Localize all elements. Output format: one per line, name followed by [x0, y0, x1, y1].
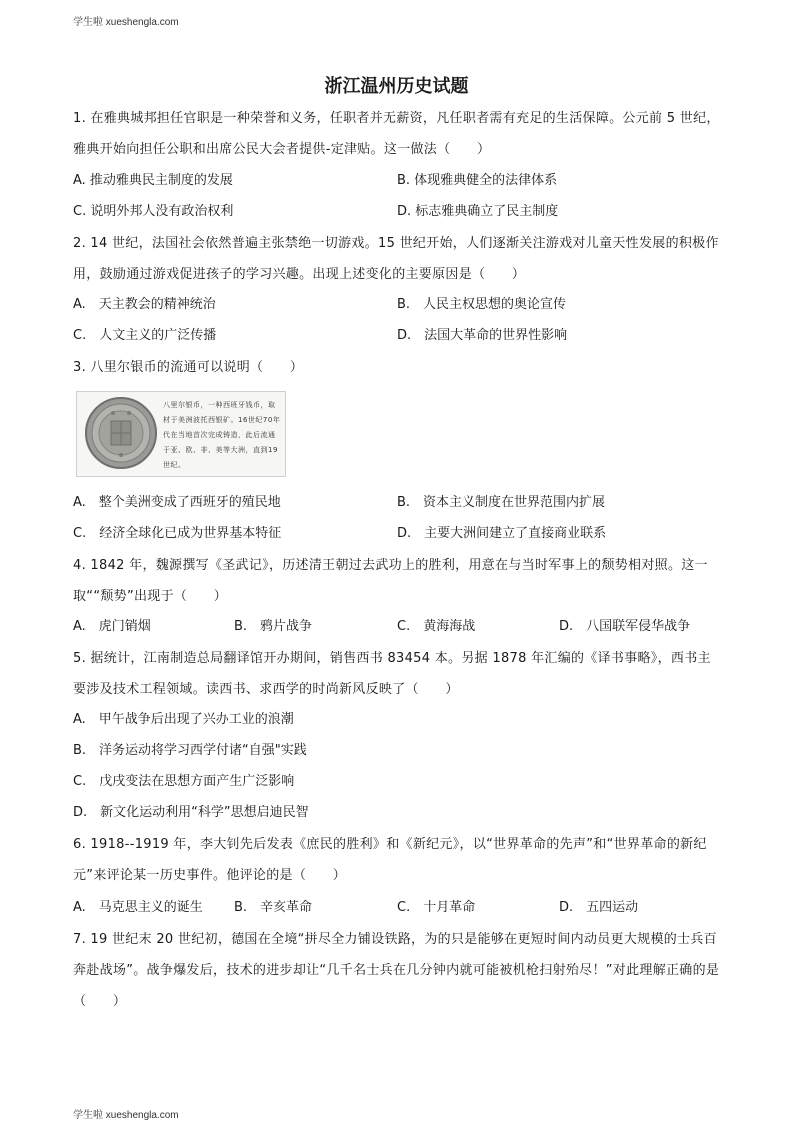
- question-1-option-b: B. 体现雅典健全的法律体系: [397, 173, 558, 188]
- question-6-option-b: B. 辛亥革命: [234, 900, 313, 915]
- page-title: 浙江温州历史试题: [324, 76, 469, 97]
- question-2-option-b: B. 人民主权思想的奥论宣传: [397, 297, 567, 312]
- question-4-stem: 4. 1842 年，魏源撰写《圣武记》，历述清王朝过去武功上的胜利，用意在与当时军事上的颓势相对照。这一取““颓势”出现于（ ）: [73, 558, 708, 604]
- question-4-option-a: A. 虎门销烟: [73, 619, 151, 634]
- question-2-stem: 2. 14 世纪，法国社会依然普遍主张禁绝一切游戏。15 世纪开始，人们逐渐关注游戏对儿童天性发展的积极作用，鼓励通过游戏促进孩子的学习兴趣。出现上述变化的主要原因是（ ）: [73, 236, 719, 282]
- question-2-option-c: C. 人文主义的广泛传播: [73, 328, 217, 343]
- header-site: 学生啦 xueshengla.com: [73, 17, 179, 28]
- coin-figure: [76, 391, 286, 477]
- question-5-option-d: D. 新文化运动利用“科学”思想启迪民智: [73, 805, 309, 820]
- question-5-option-c: C. 戊戌变法在思想方面产生广泛影响: [73, 774, 295, 789]
- question-4-option-c: C. 黄海海战: [397, 619, 476, 634]
- question-3-option-d: D. 主要大洲间建立了直接商业联系: [397, 526, 607, 541]
- question-5-option-b: B. 洋务运动将学习西学付诸“自强"实践: [73, 743, 307, 758]
- coin-caption: 八里尔银币，一种西班牙钱币，取材于美洲波托西银矿。16世纪70年代在当地首次完成铸造，此后流通于亚、欧、非、美等大洲，直到19世纪。: [163, 401, 281, 469]
- question-1-option-a: A. 推动雅典民主制度的发展: [73, 173, 233, 188]
- question-5-stem: 5. 据统计，江南制造总局翻译馆开办期间，销售西书 83454 本。另据 1878 年汇编的《译书事略》，西书主要涉及技术工程领域。读西书、求西学的时尚新风反映了（ ）: [73, 651, 711, 697]
- question-3-option-c: C. 经济全球化已成为世界基本特征: [73, 526, 282, 541]
- question-1-stem: 1. 在雅典城邦担任官职是一种荣誉和义务，任职者并无薪资，凡任职者需有充足的生活保障。公元前 5 世纪，雅典开始向担任公职和出席公民大会者提供-定津贴。这一做法（ ）: [73, 111, 720, 157]
- question-2-option-a: A. 天主教会的精神统治: [73, 297, 216, 312]
- question-6-option-c: C. 十月革命: [397, 900, 476, 915]
- question-4-option-d: D. 八国联军侵华战争: [559, 619, 691, 634]
- question-1-option-d: D. 标志雅典确立了民主制度: [397, 204, 559, 219]
- question-6-stem: 6. 1918--1919 年，李大钊先后发表《庶民的胜利》和《新纪元》，以“世界革命的先声”和“世界革命的新纪元”来评论某一历史事件。他评论的是（ ）: [73, 837, 707, 883]
- question-3-option-b: B. 资本主义制度在世界范围内扩展: [397, 495, 606, 510]
- question-5-option-a: A. 甲午战争后出现了兴办工业的浪潮: [73, 712, 294, 727]
- question-3-stem: 3. 八里尔银币的流通可以说明（ ）: [73, 360, 304, 375]
- footer-site: 学生啦 xueshengla.com: [73, 1110, 179, 1121]
- question-4-option-b: B. 鸦片战争: [234, 619, 313, 634]
- question-3-option-a: A. 整个美洲变成了西班牙的殖民地: [73, 495, 281, 510]
- question-1-option-c: C. 说明外邦人没有政治权利: [73, 204, 234, 219]
- question-6-option-d: D. 五四运动: [559, 900, 639, 915]
- question-6-option-a: A. 马克思主义的诞生: [73, 900, 203, 915]
- silver-coin-icon: [83, 395, 159, 475]
- question-2-option-d: D. 法国大革命的世界性影响: [397, 328, 568, 343]
- question-7-stem: 7. 19 世纪末 20 世纪初，德国在全境“拼尽全力铺设铁路，为的只是能够在更短时间内动员更大规模的士兵百奔赴战场”。战争爆发后，技术的进步却让“几千名士兵在几分钟内就可能被机枪扫射殆尽！”对此理解正确的是（ ）: [73, 932, 720, 1009]
